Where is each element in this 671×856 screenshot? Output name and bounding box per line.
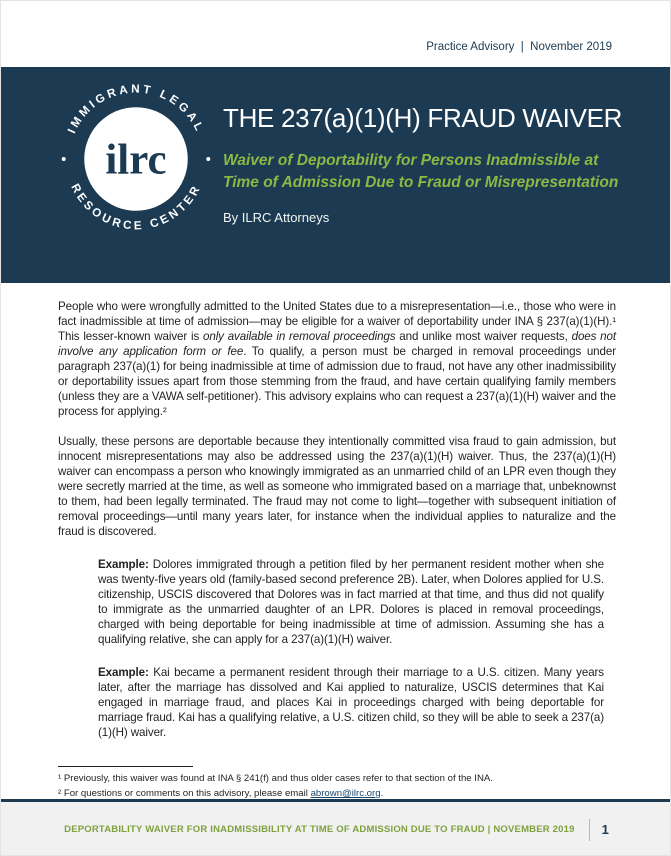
example-block-kai xyxy=(98,665,604,740)
intro-text: and unlike most waiver requests, xyxy=(395,330,572,343)
footer-title: DEPORTABILITY WAIVER FOR INADMISSIBILITY AT TIME OF ADMISSION DUE TO FRAUD | NOVEMBER 2019 xyxy=(64,824,575,835)
banner-text-block xyxy=(223,103,643,225)
intro-italic-phrase: does not involve any application form or fee xyxy=(58,330,616,358)
logo-separator-dot xyxy=(206,157,210,161)
example-text: Dolores immigrated through a petition filed by her permanent resident mother when she was twenty-five years old (family-based second preference 2B). Later, when Dolores applied for U.S. citizenship, USCIS discovered that Dolores was in fact married at that time, and thus did not qualify to immigrate as the unmarried daughter of an LPR. Dolores is placed in removal proceedings, charged with being deportable for being inadmissible at time of admission. Assuming she has a qualifying relative, she can apply for a 237(a)(1)(H) waiver. xyxy=(98,558,604,646)
document-subtitle: Waiver of Deportability for Persons Inadmissible at Time of Admission Due to Fraud or Misrepresentation xyxy=(223,152,619,191)
footnote-2-period: . xyxy=(380,788,384,799)
footnote-divider xyxy=(58,766,193,767)
intro-italic-phrase: only available in removal proceedings xyxy=(203,330,396,343)
logo-acronym: ilrc xyxy=(105,136,167,184)
footnote-1: ¹ Previously, this waiver was found at INA § 241(f) and thus older cases refer to that section of the INA. xyxy=(58,773,493,784)
header-meta: Practice Advisory | November 2019 xyxy=(426,41,612,53)
intro-text: People who were wrongfully admitted to the United States due to a misrepresentation—i.e., those who were in fact inadmissible at time of admission—may be eligible for a waiver of deportability under INA § 237(a)(1)(H).¹ This lesser-known waiver is xyxy=(58,300,616,343)
example-label: Example: xyxy=(98,558,149,571)
logo-arc-top: IMMIGRANT LEGAL xyxy=(65,82,207,136)
intro-paragraph xyxy=(58,299,616,419)
footnotes xyxy=(58,771,616,801)
example-label: Example: xyxy=(98,666,149,679)
logo-separator-dot xyxy=(62,157,66,161)
ilrc-logo xyxy=(53,73,219,245)
footer-separator xyxy=(589,819,590,841)
footnote-email-link[interactable]: abrown@ilrc.org xyxy=(310,788,381,799)
page-number: 1 xyxy=(601,822,609,837)
example-block-dolores xyxy=(98,557,604,647)
example-text: Kai became a permanent resident through their marriage to a U.S. citizen. Many years later, after the marriage has dissolved and Kai applied to naturalize, USCIS determines that Kai engaged in marriage fraud, and places Kai in proceedings charged with being deportable for marriage fraud. Kai has a qualifying relative, a U.S. citizen child, so they will be able to seek a 237(a)(1)(H) waiver. xyxy=(98,666,604,739)
second-paragraph: Usually, these persons are deportable because they intentionally committed visa fraud to gain admission, but innocent misrepresentations may also be addressed using the 237(a)(1)(H) waiver. Thus, the 237(a)(1)(H) waiver can encompass a person who knowingly immigrated as an unmarried child of an LPR even though they were secretly married at the time, as well as someone who immigrated based on a marriage that, unbeknownst to them, had been legally terminated. The fraud may not come to light—together with subsequent initiation of removal proceedings—until many years later, for instance when the individual applies to naturalize and the fraud is discovered. xyxy=(58,435,616,538)
title-banner xyxy=(1,67,671,283)
footnote-2-text: ² For questions or comments on this advisory, please email xyxy=(58,788,311,799)
document-body xyxy=(58,299,616,801)
intro-text: . To qualify, a person must be charged in removal proceedings under paragraph 237(a)(1) for being inadmissible at time of admission due to fraud, not have any other inadmissibility or deportability issues apart from those stemming from the fraud, and have certain qualifying family members (unless they are a VAWA self-petitioner). This advisory explains who can request a 237(a)(1)(H) waiver and the process for applying.² xyxy=(58,345,616,418)
footer-bar xyxy=(1,802,671,856)
byline: By ILRC Attorneys xyxy=(223,210,330,226)
logo-arc-bottom: RESOURCE CENTER xyxy=(68,181,204,233)
document-title: THE 237(a)(1)(H) FRAUD WAIVER xyxy=(223,103,623,133)
